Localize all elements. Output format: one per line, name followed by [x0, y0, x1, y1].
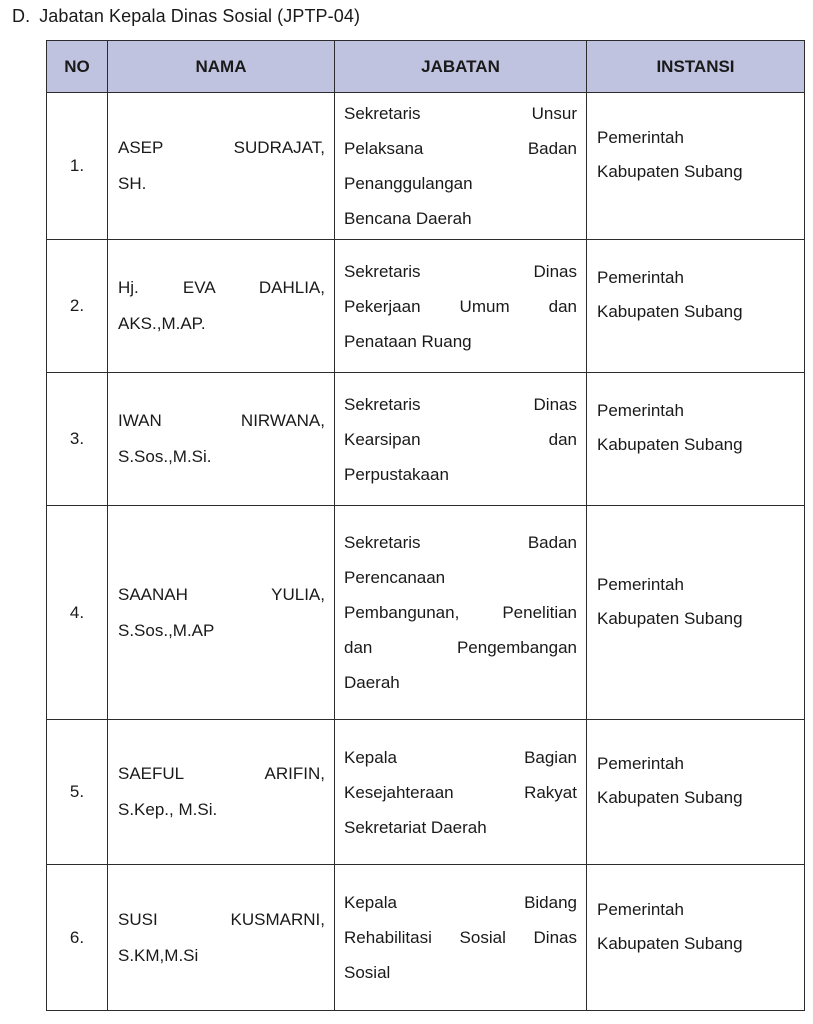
cell-nama — [108, 865, 335, 1011]
jabatan-line: Penanggulangan — [344, 174, 473, 193]
instansi-line: Kabupaten Subang — [597, 162, 743, 181]
jabatan-line: Sekretariat Daerah — [344, 817, 487, 837]
instansi-line: Pemerintah — [597, 128, 684, 147]
table-row — [47, 506, 805, 720]
section-marker: D. — [12, 6, 31, 26]
cell-nama — [108, 506, 335, 720]
cell-no: 5. — [47, 720, 108, 865]
cell-jabatan — [335, 506, 587, 720]
instansi-line: Pemerintah — [597, 268, 684, 287]
nama-line: S.Sos.,M.Si. — [118, 447, 212, 466]
nama-line: AKS.,M.AP. — [118, 314, 206, 333]
jabatan-line: Bencana Daerah — [344, 209, 472, 228]
cell-instansi — [587, 93, 805, 240]
cell-no: 1. — [47, 93, 108, 240]
instansi-line: Pemerintah — [597, 574, 684, 594]
jabatan-line: Penataan Ruang — [344, 331, 472, 351]
nama-line: S.Kep., M.Si. — [118, 800, 218, 819]
table-body — [47, 93, 805, 1011]
section-heading — [12, 6, 360, 27]
nama-line: Hj. EVA DAHLIA, — [118, 278, 325, 297]
header-instansi: INSTANSI — [587, 41, 805, 93]
instansi-text — [597, 121, 794, 189]
officials-table — [46, 40, 805, 1011]
jabatan-line: Sekretaris Dinas — [344, 394, 577, 414]
nama-line: SH. — [118, 174, 147, 193]
instansi-line: Pemerintah — [597, 899, 684, 919]
jabatan-line: dan Pengembangan — [344, 638, 577, 657]
jabatan-line: Pembangunan, Penelitian — [344, 603, 577, 622]
nama-line: SUSI KUSMARNI, — [118, 909, 325, 929]
nama-line: ASEP SUDRAJAT, — [118, 138, 325, 157]
instansi-line: Kabupaten Subang — [597, 788, 743, 807]
jabatan-line: Sekretaris Badan — [344, 533, 577, 552]
cell-instansi — [587, 373, 805, 506]
instansi-text — [597, 261, 794, 329]
instansi-line: Kabupaten Subang — [597, 435, 743, 454]
instansi-text — [597, 568, 794, 636]
cell-instansi — [587, 720, 805, 865]
table-row — [47, 720, 805, 865]
header-no: NO — [47, 41, 108, 93]
nama-line: SAEFUL ARIFIN, — [118, 764, 325, 783]
nama-line: SAANAH YULIA, — [118, 584, 325, 604]
header-nama: NAMA — [108, 41, 335, 93]
instansi-line: Kabupaten Subang — [597, 608, 743, 628]
jabatan-line: Pelaksana Badan — [344, 139, 577, 158]
cell-jabatan — [335, 93, 587, 240]
instansi-text — [597, 394, 794, 462]
jabatan-line: Sekretaris Unsur — [344, 104, 577, 123]
cell-nama — [108, 240, 335, 373]
jabatan-line: Kearsipan dan — [344, 429, 577, 449]
jabatan-line: Perencanaan — [344, 568, 446, 587]
header-jabatan: JABATAN — [335, 41, 587, 93]
cell-jabatan — [335, 720, 587, 865]
table-row — [47, 865, 805, 1011]
jabatan-line: Sekretaris Dinas — [344, 261, 577, 281]
table-row — [47, 240, 805, 373]
jabatan-line: Sosial — [344, 963, 391, 982]
cell-nama — [108, 720, 335, 865]
instansi-line: Pemerintah — [597, 754, 684, 773]
instansi-line: Kabupaten Subang — [597, 302, 743, 321]
cell-instansi — [587, 240, 805, 373]
table-row — [47, 373, 805, 506]
jabatan-line: Kesejahteraan Rakyat — [344, 782, 577, 802]
cell-jabatan — [335, 373, 587, 506]
cell-jabatan — [335, 240, 587, 373]
instansi-line: Kabupaten Subang — [597, 933, 743, 953]
cell-no: 6. — [47, 865, 108, 1011]
jabatan-line: Kepala Bagian — [344, 747, 577, 767]
instansi-line: Pemerintah — [597, 401, 684, 420]
nama-line: IWAN NIRWANA, — [118, 411, 325, 430]
cell-no: 2. — [47, 240, 108, 373]
jabatan-line: Daerah — [344, 673, 400, 692]
cell-no: 3. — [47, 373, 108, 506]
cell-jabatan — [335, 865, 587, 1011]
jabatan-line: Kepala Bidang — [344, 893, 577, 912]
instansi-text — [597, 747, 794, 815]
cell-no: 4. — [47, 506, 108, 720]
cell-nama — [108, 373, 335, 506]
cell-nama — [108, 93, 335, 240]
instansi-text — [597, 893, 794, 961]
table-header-row — [47, 41, 805, 93]
table-row — [47, 93, 805, 240]
jabatan-line: Rehabilitasi Sosial Dinas — [344, 928, 577, 947]
cell-instansi — [587, 865, 805, 1011]
nama-line: S.Sos.,M.AP — [118, 620, 215, 640]
jabatan-line: Pekerjaan Umum dan — [344, 296, 577, 316]
cell-instansi — [587, 506, 805, 720]
section-title: Jabatan Kepala Dinas Sosial (JPTP-04) — [39, 6, 361, 26]
jabatan-line: Perpustakaan — [344, 464, 449, 484]
nama-line: S.KM,M.Si — [118, 945, 199, 965]
